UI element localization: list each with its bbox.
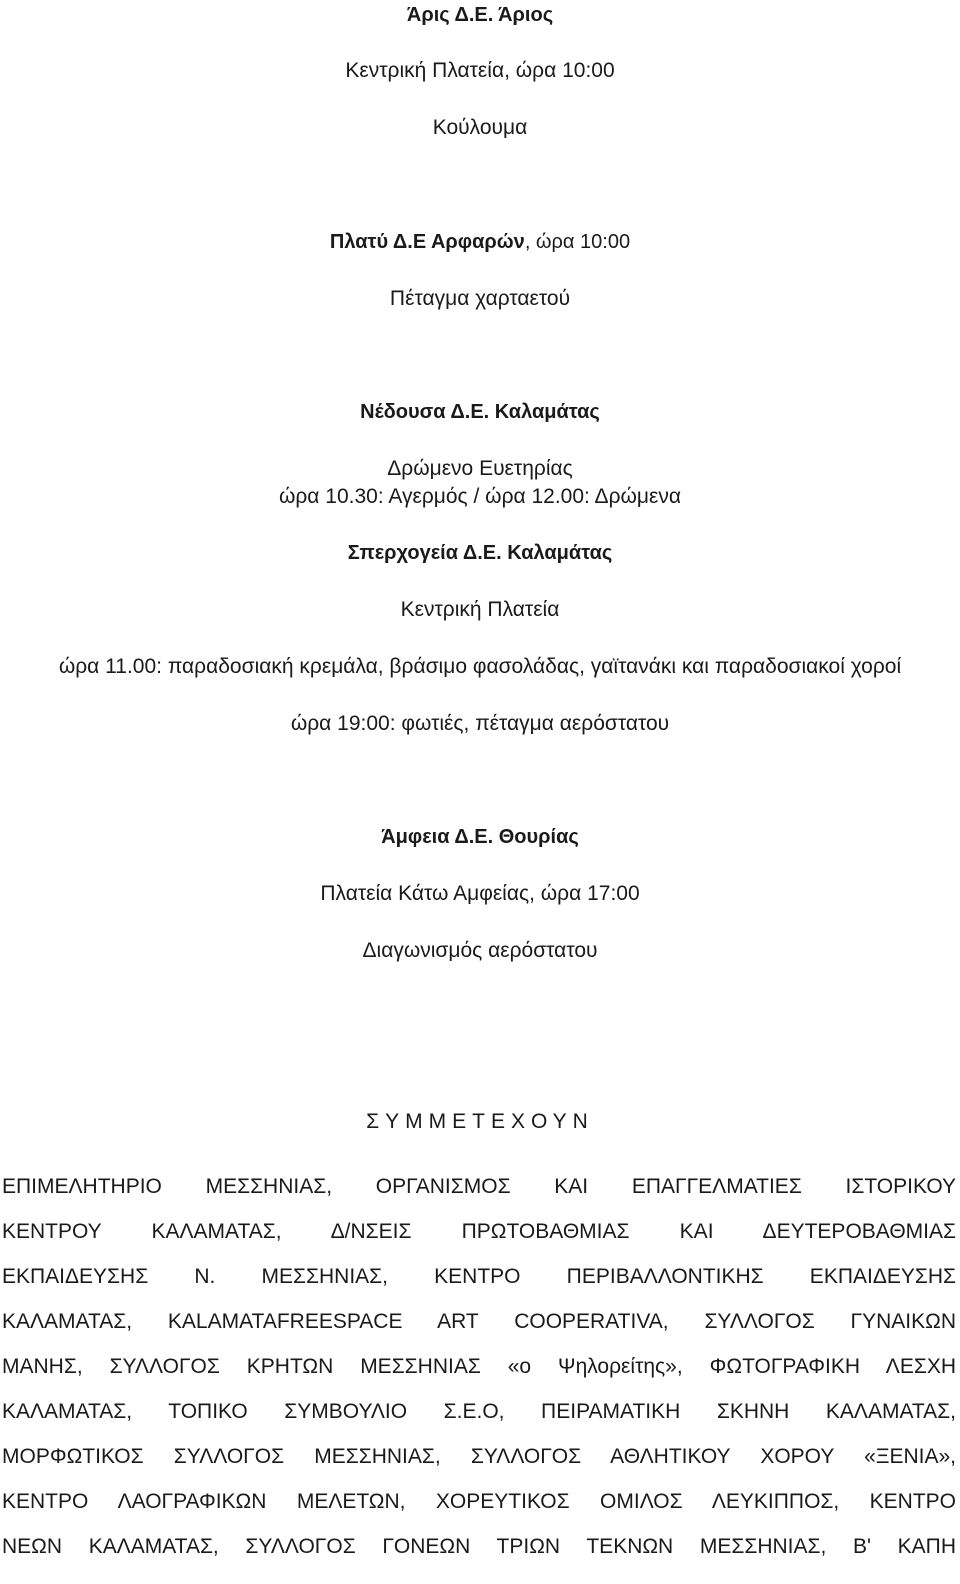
event-detail: Πλατεία Κάτω Αμφείας, ώρα 17:00: [320, 882, 640, 905]
event-detail: ώρα 10.30: Αγερμός / ώρα 12.00: Δρώμενα: [278, 485, 682, 508]
participants-line: ΚΑΛΑΜΑΤΑΣ, ΤΟΠΙΚΟ ΣΥΜΒΟΥΛΙΟ Σ.Ε.Ο, ΠΕΙΡΑΜΑΤΙΚΗ ΣΚΗΝΗ ΚΑΛΑΜΑΤΑΣ,: [2, 1400, 956, 1423]
event-heading-platy: [0, 229, 960, 255]
event-detail: Πέταγμα χαρταετού: [389, 287, 571, 310]
event-heading-aris: Άρις Δ.Ε. Άριος: [406, 4, 554, 26]
event-detail: Κεντρική Πλατεία, ώρα 10:00: [345, 59, 615, 82]
event-heading-time: , ώρα 10:00: [524, 231, 631, 253]
event-detail: Κεντρική Πλατεία: [400, 598, 560, 621]
participants-line: ΜΑΝΗΣ, ΣΥΛΛΟΓΟΣ ΚΡΗΤΩΝ ΜΕΣΣΗΝΙΑΣ «ο Ψηλορείτης», ΦΩΤΟΓΡΑΦΙΚΗ ΛΕΣΧΗ: [2, 1355, 956, 1378]
participants-line: ΝΕΩΝ ΚΑΛΑΜΑΤΑΣ, ΣΥΛΛΟΓΟΣ ΓΟΝΕΩΝ ΤΡΙΩΝ ΤΕΚΝΩΝ ΜΕΣΣΗΝΙΑΣ, Β' ΚΑΠΗ: [2, 1535, 956, 1558]
event-heading-sperchogeia: Σπερχογεία Δ.Ε. Καλαμάτας: [347, 542, 613, 564]
participants-line: ΚΕΝΤΡΟΥ ΚΑΛΑΜΑΤΑΣ, Δ/ΝΣΕΙΣ ΠΡΩΤΟΒΑΘΜΙΑΣ ΚΑΙ ΔΕΥΤΕΡΟΒΑΘΜΙΑΣ: [2, 1220, 956, 1243]
participants-line: ΜΟΡΦΩΤΙΚΟΣ ΣΥΛΛΟΓΟΣ ΜΕΣΣΗΝΙΑΣ, ΣΥΛΛΟΓΟΣ ΑΘΛΗΤΙΚΟΥ ΧΟΡΟΥ «ΞΕΝΙΑ»,: [2, 1445, 956, 1468]
participants-line: ΚΑΛΑΜΑΤΑΣ, KALAMATAFREESPACE ART COOPERATIVA, ΣΥΛΛΟΓΟΣ ΓΥΝΑΙΚΩΝ: [2, 1310, 956, 1333]
participants-line: ΕΚΠΑΙΔΕΥΣΗΣ Ν. ΜΕΣΣΗΝΙΑΣ, ΚΕΝΤΡΟ ΠΕΡΙΒΑΛΛΟΝΤΙΚΗΣ ΕΚΠΑΙΔΕΥΣΗΣ: [2, 1265, 956, 1288]
event-detail: ώρα 11.00: παραδοσιακή κρεμάλα, βράσιμο φασολάδας, γαϊτανάκι και παραδοσιακοί χοροί: [58, 655, 902, 678]
event-heading-amfeia: Άμφεια Δ.Ε. Θουρίας: [381, 826, 579, 848]
event-detail: Κούλουμα: [432, 116, 528, 139]
participants-line: ΚΕΝΤΡΟ ΛΑΟΓΡΑΦΙΚΩΝ ΜΕΛΕΤΩΝ, ΧΟΡΕΥΤΙΚΟΣ ΟΜΙΛΟΣ ΛΕΥΚΙΠΠΟΣ, ΚΕΝΤΡΟ: [2, 1490, 956, 1513]
event-heading-nedousa: Νέδουσα Δ.Ε. Καλαμάτας: [360, 401, 600, 423]
event-detail: Δρώμενο Ευετηρίας: [387, 457, 573, 480]
participants-line: ΕΠΙΜΕΛΗΤΗΡΙΟ ΜΕΣΣΗΝΙΑΣ, ΟΡΓΑΝΙΣΜΟΣ ΚΑΙ ΕΠΑΓΓΕΛΜΑΤΙΕΣ ΙΣΤΟΡΙΚΟΥ: [2, 1175, 956, 1198]
event-heading-place: Πλατύ Δ.Ε Αρφαρών: [329, 231, 525, 253]
event-detail: ώρα 19:00: φωτιές, πέταγμα αερόστατου: [290, 712, 670, 735]
participants-title: ΣΥΜΜΕΤΕΧΟΥΝ: [366, 1110, 594, 1133]
event-detail: Διαγωνισμός αερόστατου: [362, 939, 598, 962]
